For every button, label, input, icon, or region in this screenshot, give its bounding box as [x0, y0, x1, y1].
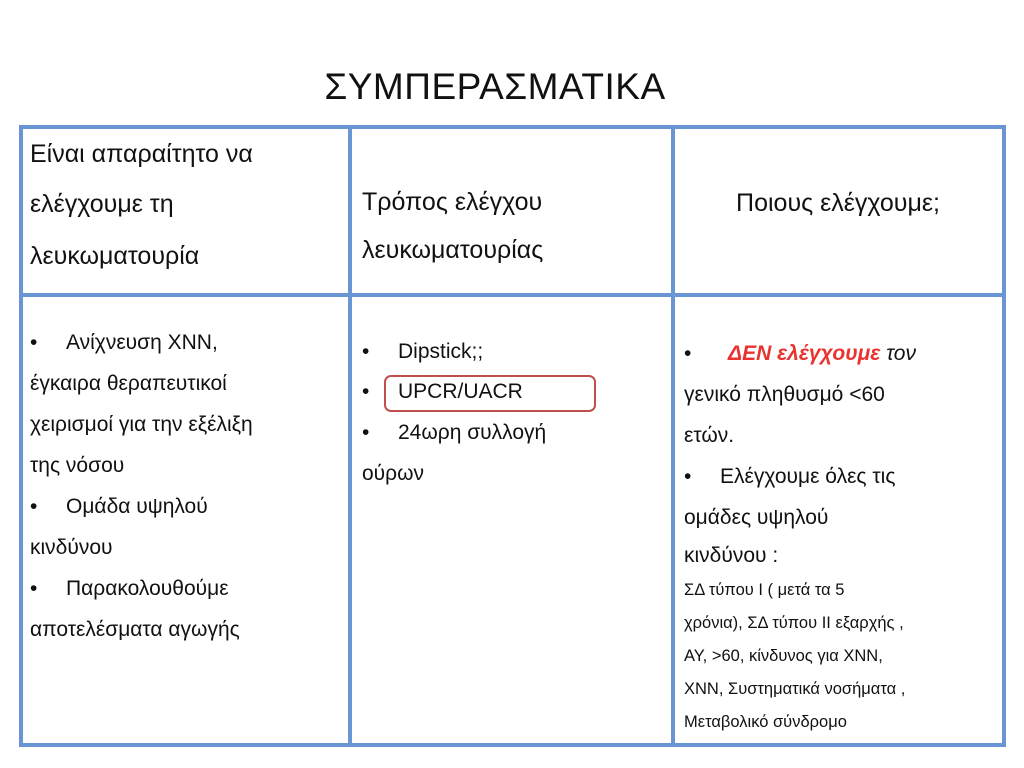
list-item-cont: της νόσου [30, 454, 125, 477]
list-item [684, 456, 1000, 497]
table-border-col1 [348, 125, 352, 747]
header-cell-3 [678, 185, 998, 221]
list-item-cont: έγκαιρα θεραπευτικοί [30, 372, 227, 395]
list-item-text: Παρακολουθούμε [66, 577, 229, 600]
list-item-cont: ετών. [684, 424, 735, 447]
list-item [30, 568, 342, 609]
list-item-text: UPCR/UACR [398, 380, 523, 403]
list-item [362, 332, 662, 372]
header-2-line-2: λευκωματουρίας [362, 236, 544, 264]
highlight-box [384, 375, 596, 412]
bullet-icon: • [30, 495, 38, 518]
risk-group-line: χρόνια), ΣΔ τύπου ΙΙ εξαρχής , [684, 614, 904, 632]
table-border-bottom [19, 743, 1006, 747]
risk-group-line: ΣΔ τύπου Ι ( μετά τα 5 [684, 581, 845, 599]
list-item-text: Ανίχνευση ΧΝΝ, [66, 331, 218, 354]
list-item-text: 24ωρη συλλογή [398, 421, 547, 444]
bullet-icon: • [684, 465, 692, 488]
bullet-icon: • [362, 380, 370, 403]
header-cell-1 [30, 136, 342, 274]
list-item-cont: ομάδες υψηλού [684, 506, 829, 529]
list-item [362, 412, 662, 454]
bullet-icon: • [362, 421, 370, 444]
bullet-icon: • [362, 340, 370, 363]
bullet-icon: • [30, 577, 38, 600]
list-item-cont: κινδύνου [30, 536, 113, 559]
table-border-col2 [671, 125, 675, 747]
header-2-line-1: Τρόπος ελέγχου [362, 188, 543, 216]
table-border-right [1002, 125, 1006, 747]
risk-group-line: ΧΝΝ, Συστηματικά νοσήματα , [684, 680, 906, 698]
slide-title: ΣΥΜΠΕΡΑΣΜΑΤΙΚΑ [324, 66, 666, 107]
header-1-line-2: ελέγχουμε τη [30, 190, 174, 218]
risk-group-line: ΑΥ, >60, κίνδυνος για ΧΝΝ, [684, 647, 883, 665]
header-cell-2 [362, 183, 662, 269]
header-1-line-1: Είναι απαραίτητο να [30, 140, 253, 168]
header-3-line-1: Ποιους ελέγχουμε; [736, 189, 940, 217]
list-item [30, 486, 342, 527]
list-item-cont: χειρισμοί για την εξέλιξη [30, 413, 253, 436]
table-border-top [19, 125, 1006, 129]
header-1-line-3: λευκωματουρία [30, 242, 200, 270]
risk-group-line: Μεταβολικό σύνδρομο [684, 713, 847, 731]
table-border-left [19, 125, 23, 747]
list-item-text: Dipstick;; [398, 340, 484, 363]
bullet-icon: • [684, 342, 692, 365]
list-item-cont: ούρων [362, 462, 425, 485]
list-item-text: Ομάδα υψηλού [66, 495, 208, 518]
bullet-icon: • [30, 331, 38, 354]
col2-body [362, 332, 662, 494]
list-item-cont: κινδύνου : [684, 544, 779, 567]
list-item-text: τον [886, 342, 916, 365]
list-item-cont: αποτελέσματα αγωγής [30, 618, 240, 641]
col1-body [30, 322, 342, 650]
list-item [30, 322, 342, 363]
list-item-text: Ελέγχουμε όλες τις [720, 465, 896, 488]
table-border-header [19, 293, 1006, 297]
list-item-cont: γενικό πληθυσμό <60 [684, 383, 885, 406]
emphasis-text: ΔΕΝ ελέγχουμε [728, 342, 881, 365]
list-item [684, 333, 1000, 374]
col3-body [684, 333, 1000, 739]
